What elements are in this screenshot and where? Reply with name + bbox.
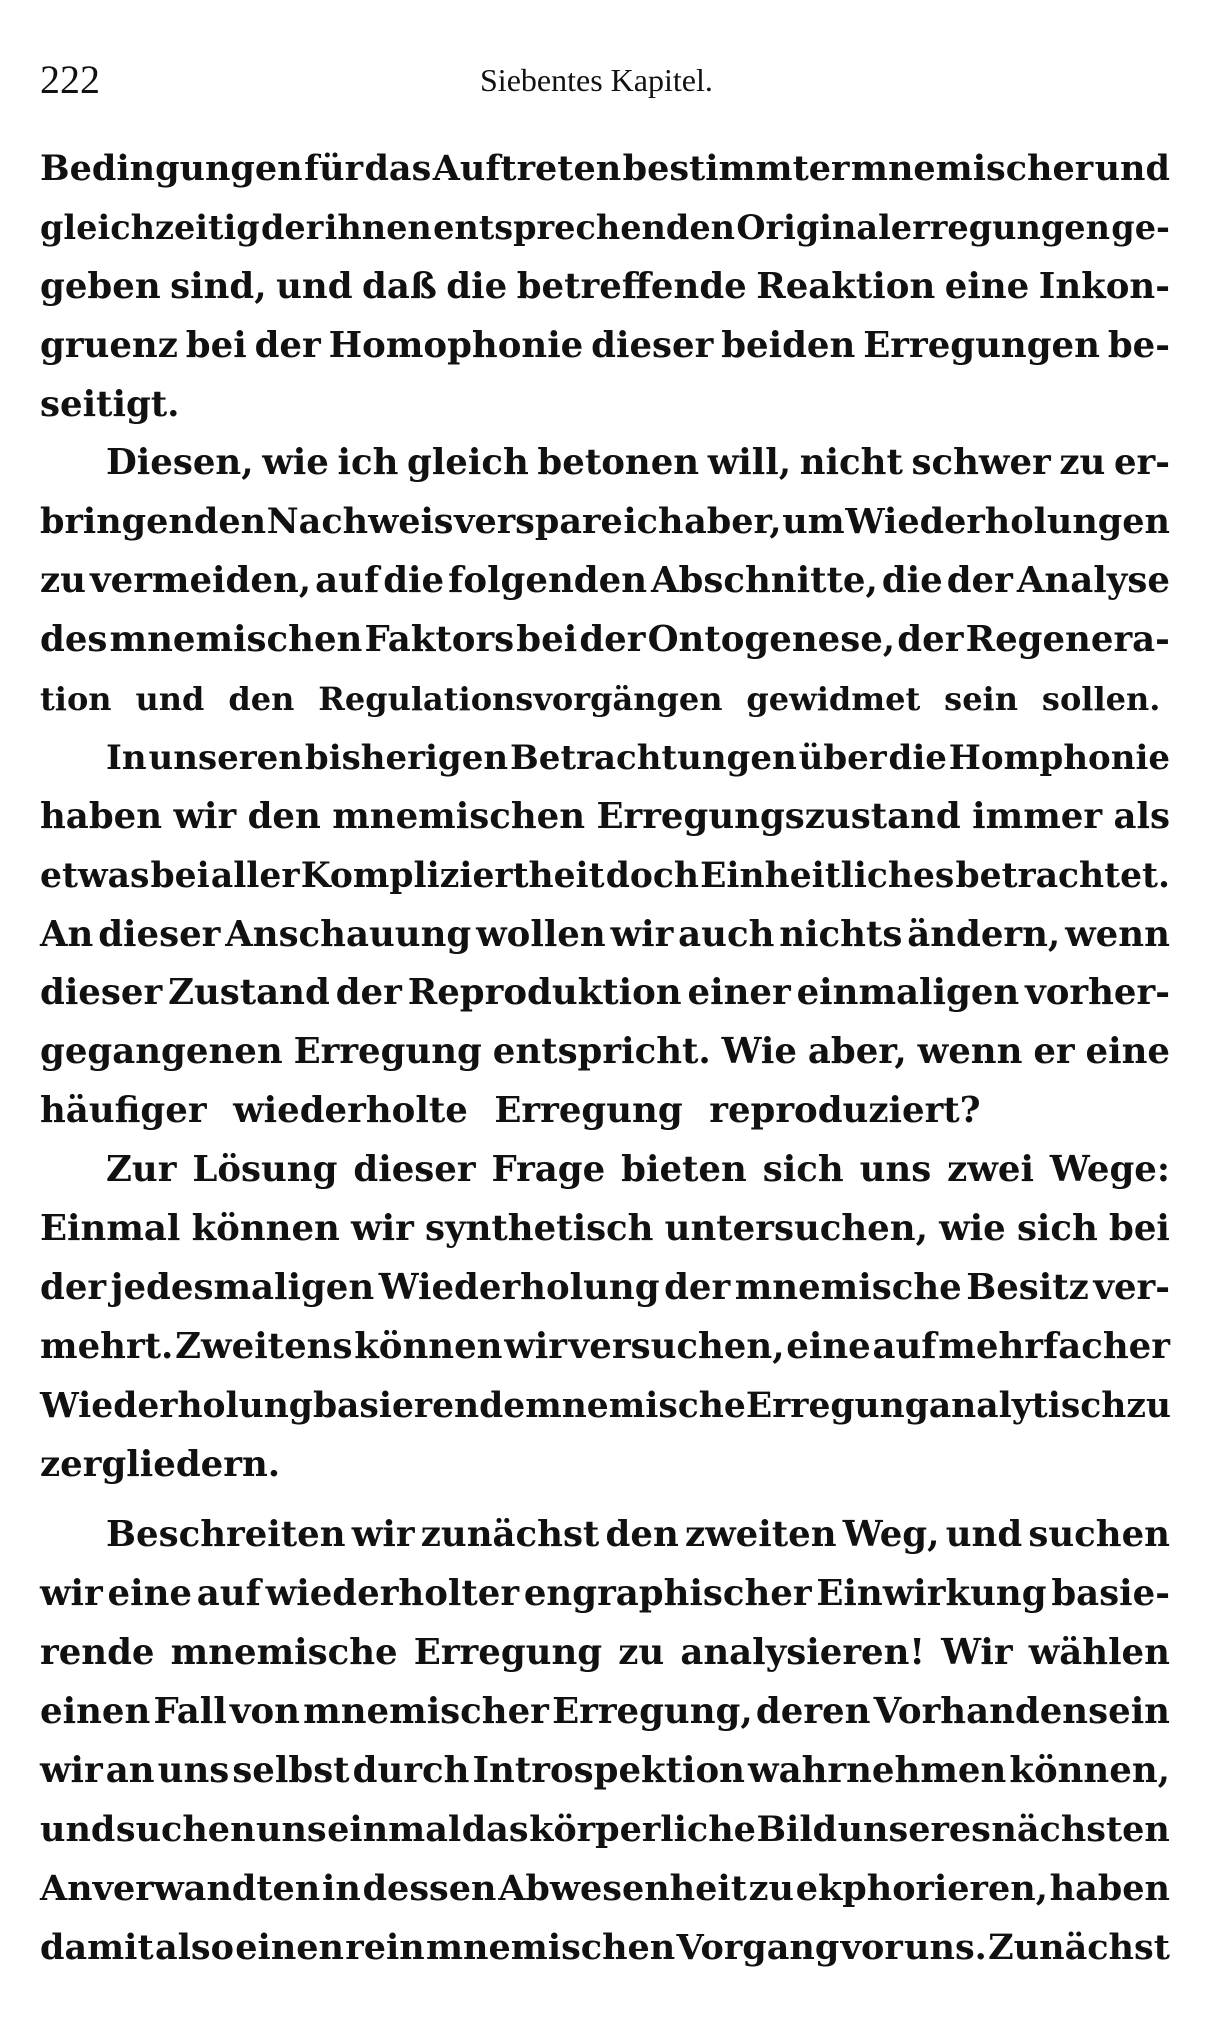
text-line: dieser Zustand der Reproduktion einer einmaligen vorher- (40, 972, 1170, 1014)
text-line: des mnemischen Faktors bei der Ontogenese, der Regenera- (40, 619, 1170, 661)
text-line: Bedingungen für das Auftreten bestimmter mnemischer und (40, 148, 1170, 189)
text-line: mehrt. Zweitens können wir versuchen, eine auf mehrfacher (40, 1325, 1170, 1367)
text-line: der jedesmaligen Wiederholung der mnemische Besitz ver- (40, 1266, 1170, 1308)
text-line: geben sind, und daß die betreffende Reaktion eine Inkon- (40, 265, 1170, 307)
body-text (40, 140, 1170, 1978)
page-number: 222 (40, 57, 100, 102)
text-line: etwas bei aller Kompliziertheit doch Einheitliches betrachtet. (40, 855, 1170, 896)
text-line: Wiederholung basierende mnemische Erregung analytisch zu (40, 1385, 1172, 1426)
text-line: zergliedern. (40, 1443, 281, 1485)
running-header (40, 56, 1170, 116)
text-line: damit also einen rein mnemischen Vorgang vor uns. Zunächst (40, 1926, 1170, 1968)
text-line: wir an uns selbst durch Introspektion wahrnehmen können, (40, 1750, 1170, 1792)
text-line: In unseren bisherigen Betrachtungen über die Homphonie (106, 737, 1170, 778)
chapter-title: Siebentes Kapitel. (480, 62, 713, 98)
text-line: zu vermeiden, auf die folgenden Abschnitte, die der Analyse (40, 560, 1170, 602)
text-line: Einmal können wir synthetisch untersuchen, wie sich bei (40, 1208, 1170, 1250)
text-line: An dieser Anschauung wollen wir auch nichts ändern, wenn (40, 913, 1170, 955)
text-line: gegangenen Erregung entspricht. Wie aber, wenn er eine (40, 1031, 1170, 1073)
text-line: Anverwandten in dessen Abwesenheit zu ekphorieren, haben (40, 1867, 1170, 1909)
text-line: tion und den Regulationsvorgängen gewidmet sein sollen. (40, 680, 1161, 719)
text-line: seitigt. (40, 383, 180, 425)
text-line: haben wir den mnemischen Erregungszustand immer als (40, 795, 1170, 837)
text-line: Beschreiten wir zunächst den zweiten Weg, und suchen (106, 1514, 1170, 1556)
text-line: rende mnemische Erregung zu analysieren! Wir wählen (40, 1632, 1170, 1674)
text-line: einen Fall von mnemischer Erregung, deren Vorhandensein (40, 1691, 1170, 1733)
text-line: gruenz bei der Homophonie dieser beiden Erregungen be- (40, 324, 1170, 366)
text-line: Diesen, wie ich gleich betonen will, nicht schwer zu er- (106, 442, 1170, 484)
text-line: Zur Lösung dieser Frage bieten sich uns zwei Wege: (106, 1149, 1170, 1191)
text-line: wir eine auf wiederholter engraphischer Einwirkung basie- (40, 1573, 1170, 1615)
text-line: und suchen uns einmal das körperliche Bild unseres nächsten (40, 1808, 1170, 1850)
text-line: bringenden Nachweis verspare ich aber, um Wiederholungen (40, 501, 1170, 543)
text-line: gleichzeitig der ihnen entsprechenden Originalerregungen ge- (40, 207, 1170, 247)
text-line: häufiger wiederholte Erregung reproduziert? (40, 1090, 981, 1132)
